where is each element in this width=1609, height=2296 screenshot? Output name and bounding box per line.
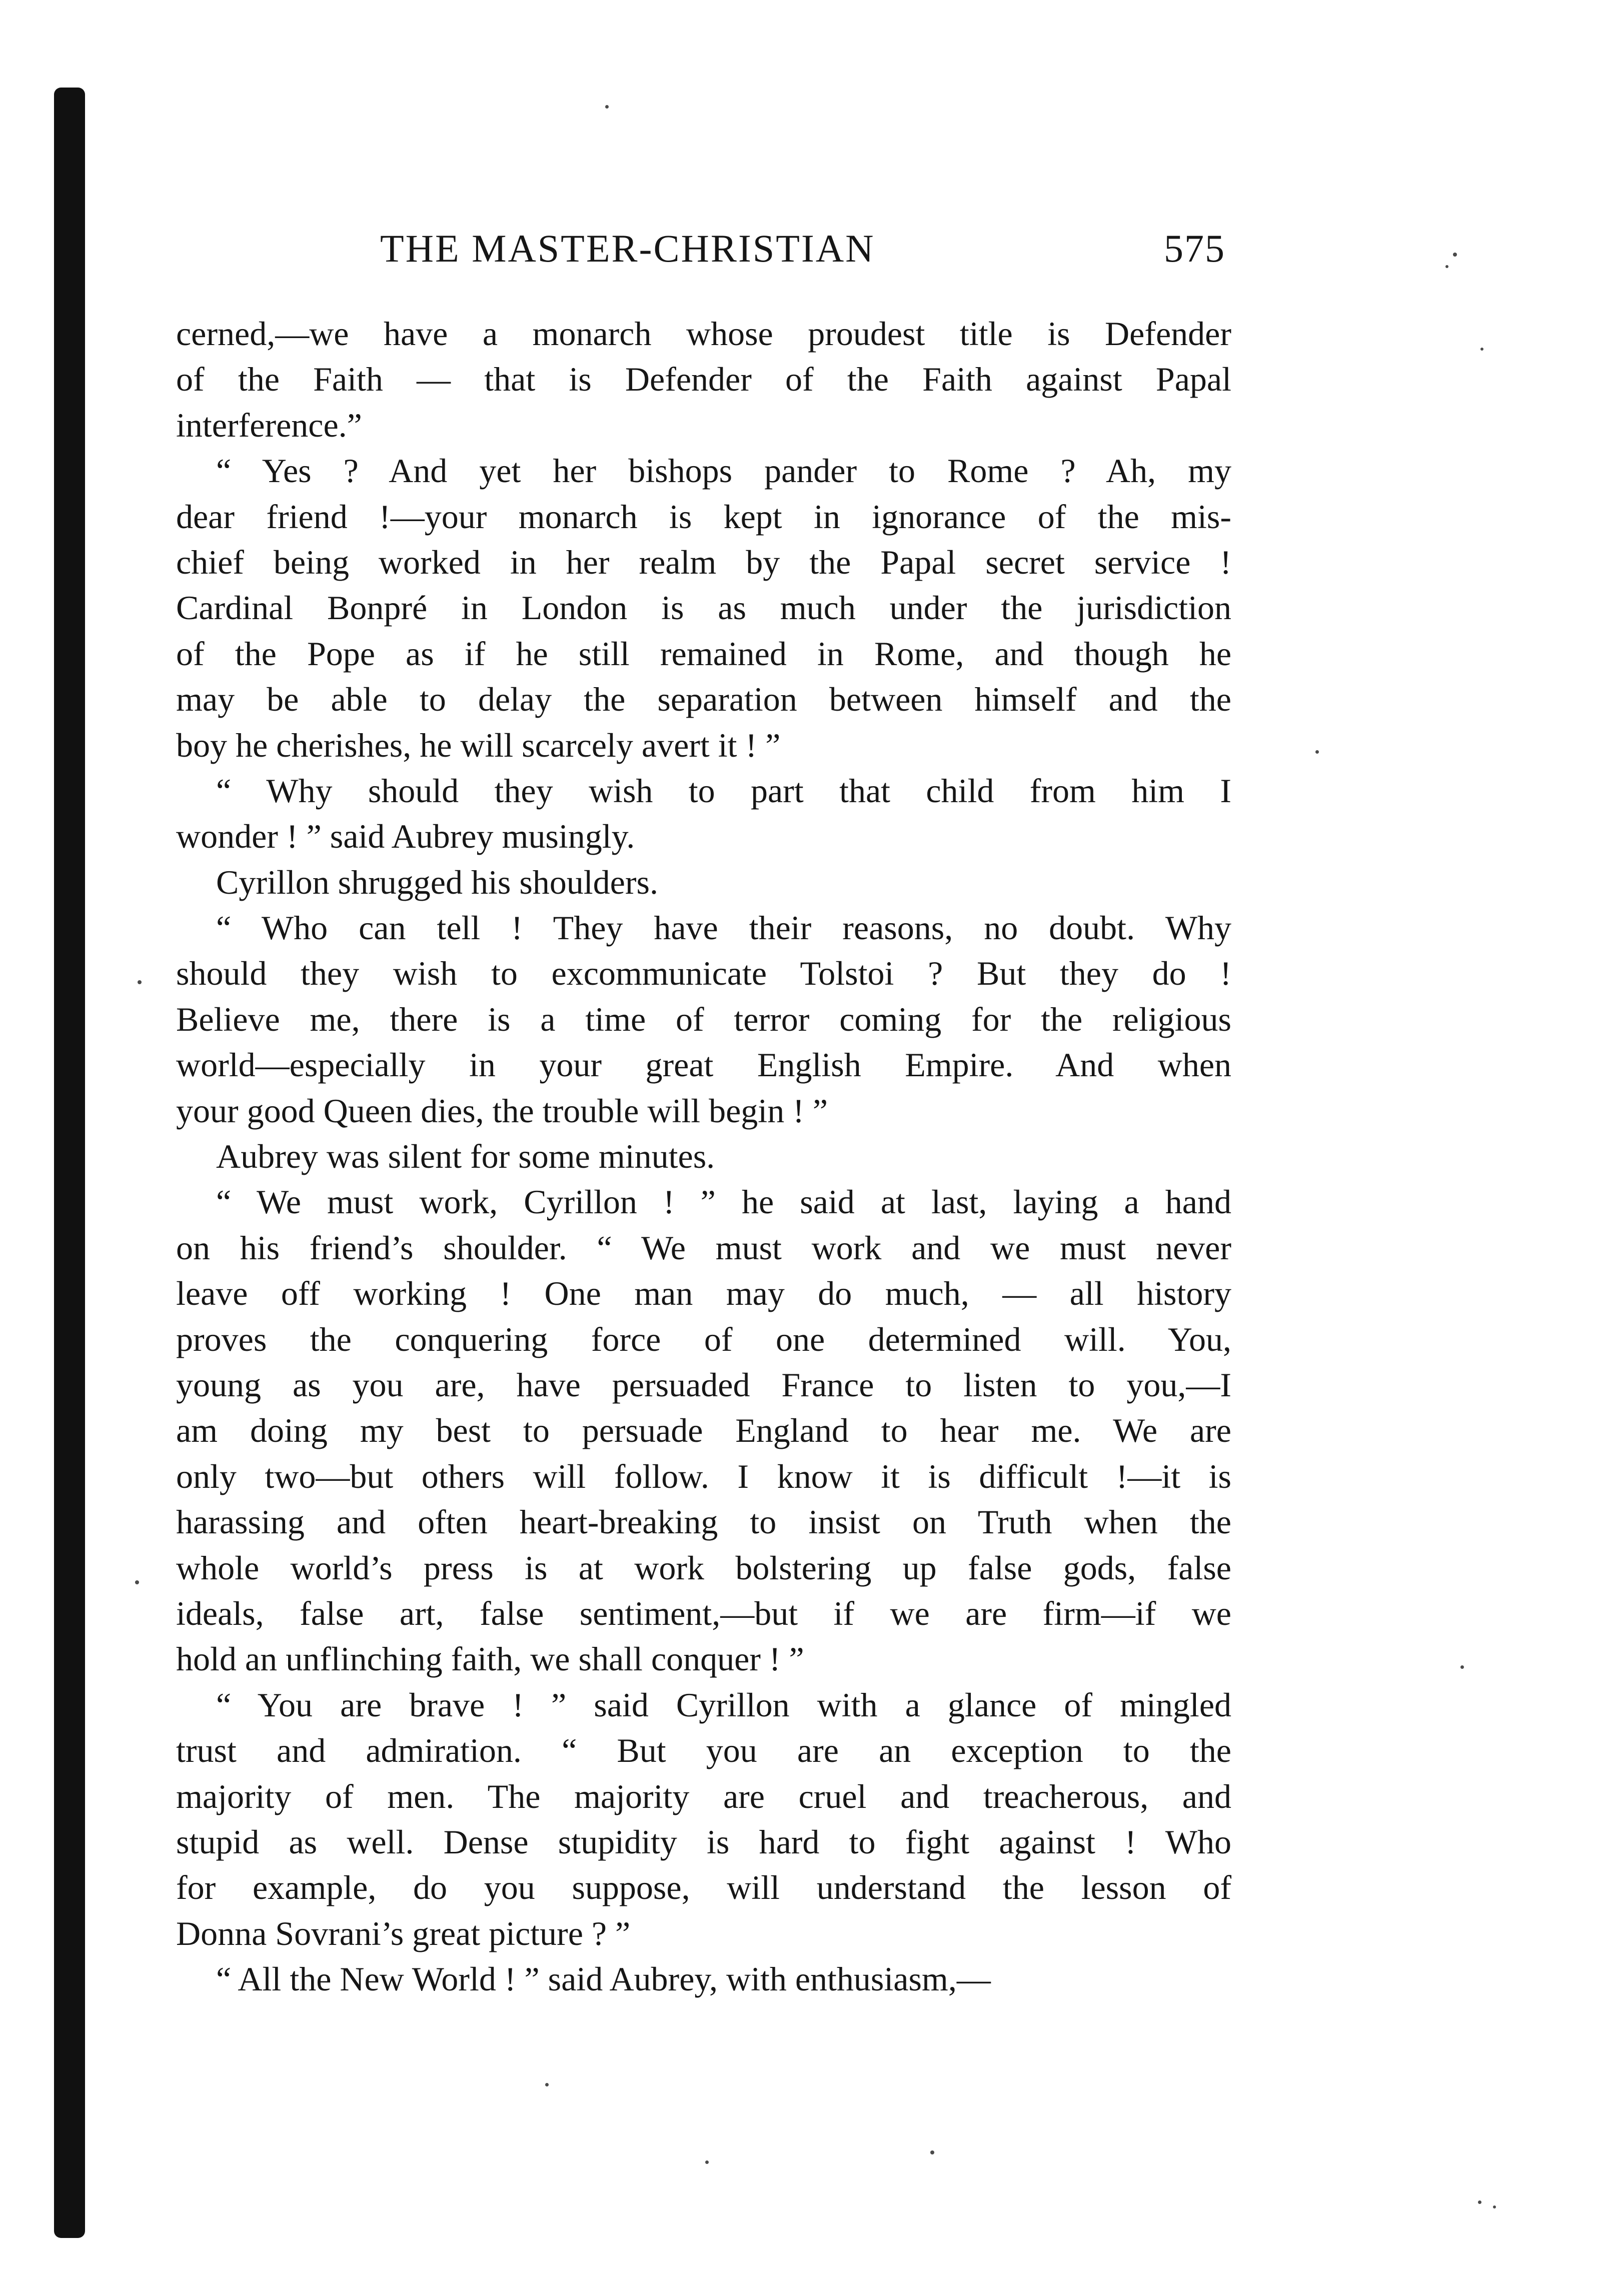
text-line: dear friend !—your monarch is kept in ignorance of the mis-: [176, 497, 1231, 536]
text-line: your good Queen dies, the trouble will begin ! ”: [176, 1091, 828, 1130]
scan-speck: [135, 1580, 139, 1584]
text-line: of the Pope as if he still remained in Rome, and though he: [176, 634, 1231, 673]
text-line: cerned,—we have a monarch whose proudest title is Defender: [176, 315, 1231, 353]
text-line: young as you are, have persuaded France to listen to you,—I: [176, 1365, 1231, 1404]
text-line: “ We must work, Cyrillon ! ” he said at last, laying a hand: [216, 1183, 1231, 1221]
text-line: hold an unflinching faith, we shall conquer ! ”: [176, 1640, 804, 1678]
text-line: harassing and often heart-breaking to insist on Truth when the: [176, 1503, 1231, 1541]
text-line: “ Yes ? And yet her bishops pander to Rome ? Ah, my: [216, 452, 1231, 490]
text-line: chief being worked in her realm by the Papal secret service !: [176, 543, 1231, 581]
text-line: majority of men. The majority are cruel and treacherous, and: [176, 1777, 1231, 1815]
text-line: “ All the New World ! ” said Aubrey, with enthusiasm,—: [216, 1960, 991, 1998]
text-line: may be able to delay the separation between himself and the: [176, 680, 1231, 719]
text-line: am doing my best to persuade England to hear me. We are: [176, 1411, 1231, 1450]
text-line: Donna Sovrani’s great picture ? ”: [176, 1914, 631, 1952]
text-line: proves the conquering force of one determined will. You,: [176, 1320, 1231, 1358]
scan-speck: [1493, 2205, 1496, 2208]
text-line: should they wish to excommunicate Tolstoi ? But they do !: [176, 954, 1231, 993]
scan-speck: [138, 980, 142, 984]
page-binding-edge: [54, 88, 85, 2238]
scan-speck: [1453, 253, 1457, 257]
text-line: stupid as well. Dense stupidity is hard to fight against ! Who: [176, 1822, 1231, 1861]
text-line: leave off working ! One man may do much, — all history: [176, 1274, 1231, 1313]
text-line: boy he cherishes, he will scarcely avert it ! ”: [176, 726, 781, 764]
text-line: interference.”: [176, 406, 362, 444]
page-number: 575: [1164, 227, 1225, 270]
scan-speck: [1445, 265, 1448, 268]
text-line: whole world’s press is at work bolstering up false gods, false: [176, 1548, 1231, 1587]
scan-speck: [1480, 348, 1483, 351]
body-text: [176, 311, 1231, 2002]
text-line: wonder ! ” said Aubrey musingly.: [176, 817, 635, 856]
text-line: ideals, false art, false sentiment,—but if we are firm—if we: [176, 1594, 1231, 1632]
scan-speck: [1478, 2200, 1481, 2204]
text-line: Cyrillon shrugged his shoulders.: [216, 863, 658, 901]
text-line: Aubrey was silent for some minutes.: [216, 1137, 715, 1176]
scan-speck: [1315, 750, 1319, 754]
text-line: “ You are brave ! ” said Cyrillon with a glance of mingled: [216, 1685, 1231, 1724]
text-line: trust and admiration. “ But you are an exception to the: [176, 1731, 1231, 1770]
scan-speck: [1460, 1665, 1464, 1669]
text-line: “ Who can tell ! They have their reasons, no doubt. Why: [216, 909, 1231, 947]
scan-speck: [705, 2160, 709, 2164]
running-title: THE MASTER-CHRISTIAN: [380, 227, 875, 270]
text-line: of the Faith — that is Defender of the Faith against Papal: [176, 360, 1231, 399]
text-line: Cardinal Bonpré in London is as much under the jurisdiction: [176, 589, 1231, 627]
text-line: for example, do you suppose, will understand the lesson of: [176, 1868, 1231, 1907]
scan-speck: [545, 2083, 549, 2086]
text-line: only two—but others will follow. I know it is difficult !—it is: [176, 1457, 1231, 1495]
text-line: Believe me, there is a time of terror coming for the religious: [176, 1000, 1231, 1038]
scan-speck: [930, 2150, 934, 2154]
text-line: “ Why should they wish to part that child from him I: [216, 771, 1231, 810]
text-line: on his friend’s shoulder. “ We must work and we must never: [176, 1228, 1231, 1267]
text-line: world—especially in your great English Empire. And when: [176, 1046, 1231, 1084]
page-header: [380, 221, 1225, 276]
scan-speck: [605, 105, 609, 109]
